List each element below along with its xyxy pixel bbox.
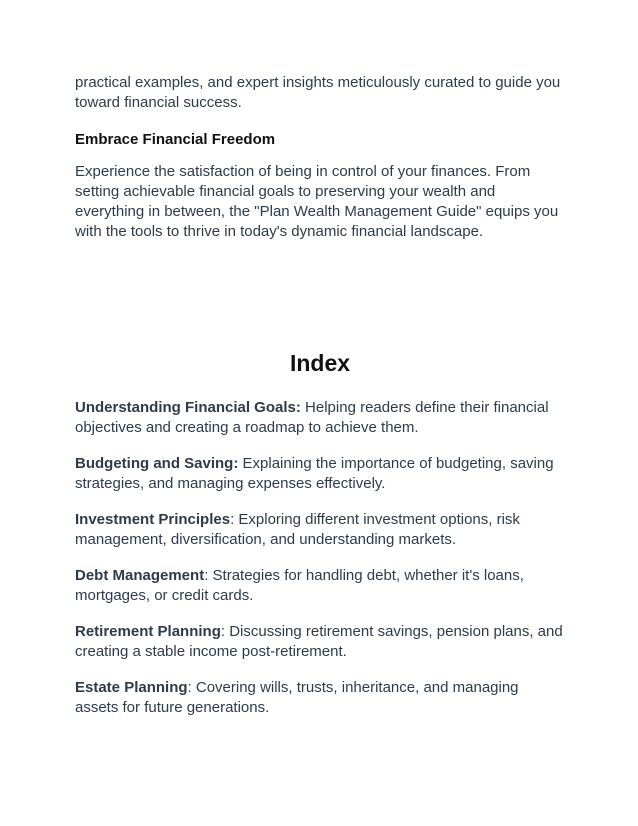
index-title: Index	[289, 350, 351, 376]
index-term: Debt Management	[75, 567, 205, 584]
index-entry-estate	[75, 678, 565, 718]
index-term: Estate Planning	[75, 679, 188, 696]
index-description: : Covering wills, trusts, inheritance, and managing assets for future generations.	[75, 679, 519, 716]
index-description: Helping readers define their financial objectives and creating a roadmap to achieve them.	[75, 399, 549, 436]
index-entry-investment	[75, 510, 565, 550]
index-description: : Strategies for handling debt, whether it's loans, mortgages, or credit cards.	[75, 567, 524, 604]
index-term: Retirement Planning	[75, 623, 221, 640]
index-description: Explaining the importance of budgeting, saving strategies, and managing expenses effectively.	[75, 455, 554, 492]
index-entry-budgeting	[75, 454, 565, 494]
index-entry-debt	[75, 566, 565, 606]
freedom-heading: Embrace Financial Freedom	[75, 131, 276, 148]
index-entry-retirement	[75, 622, 565, 662]
index-description: : Discussing retirement savings, pension plans, and creating a stable income post-retirement.	[75, 623, 563, 660]
index-description: : Exploring different investment options, risk management, diversification, and understanding markets.	[75, 511, 520, 548]
index-term: Investment Principles	[75, 511, 231, 528]
intro-paragraph: practical examples, and expert insights meticulously curated to guide you toward financial success.	[75, 74, 561, 111]
document-page	[75, 73, 565, 734]
freedom-paragraph: Experience the satisfaction of being in control of your finances. From setting achievable financial goals to preserving your wealth and everything in between, the "Plan Wealth Management Guide" equips you with the tools to thrive in today's dynamic financial landscape.	[75, 163, 559, 240]
index-term: Budgeting and Saving:	[75, 455, 239, 472]
index-list	[75, 398, 565, 718]
index-entry-financial-goals	[75, 398, 565, 438]
index-term: Understanding Financial Goals:	[75, 399, 301, 416]
